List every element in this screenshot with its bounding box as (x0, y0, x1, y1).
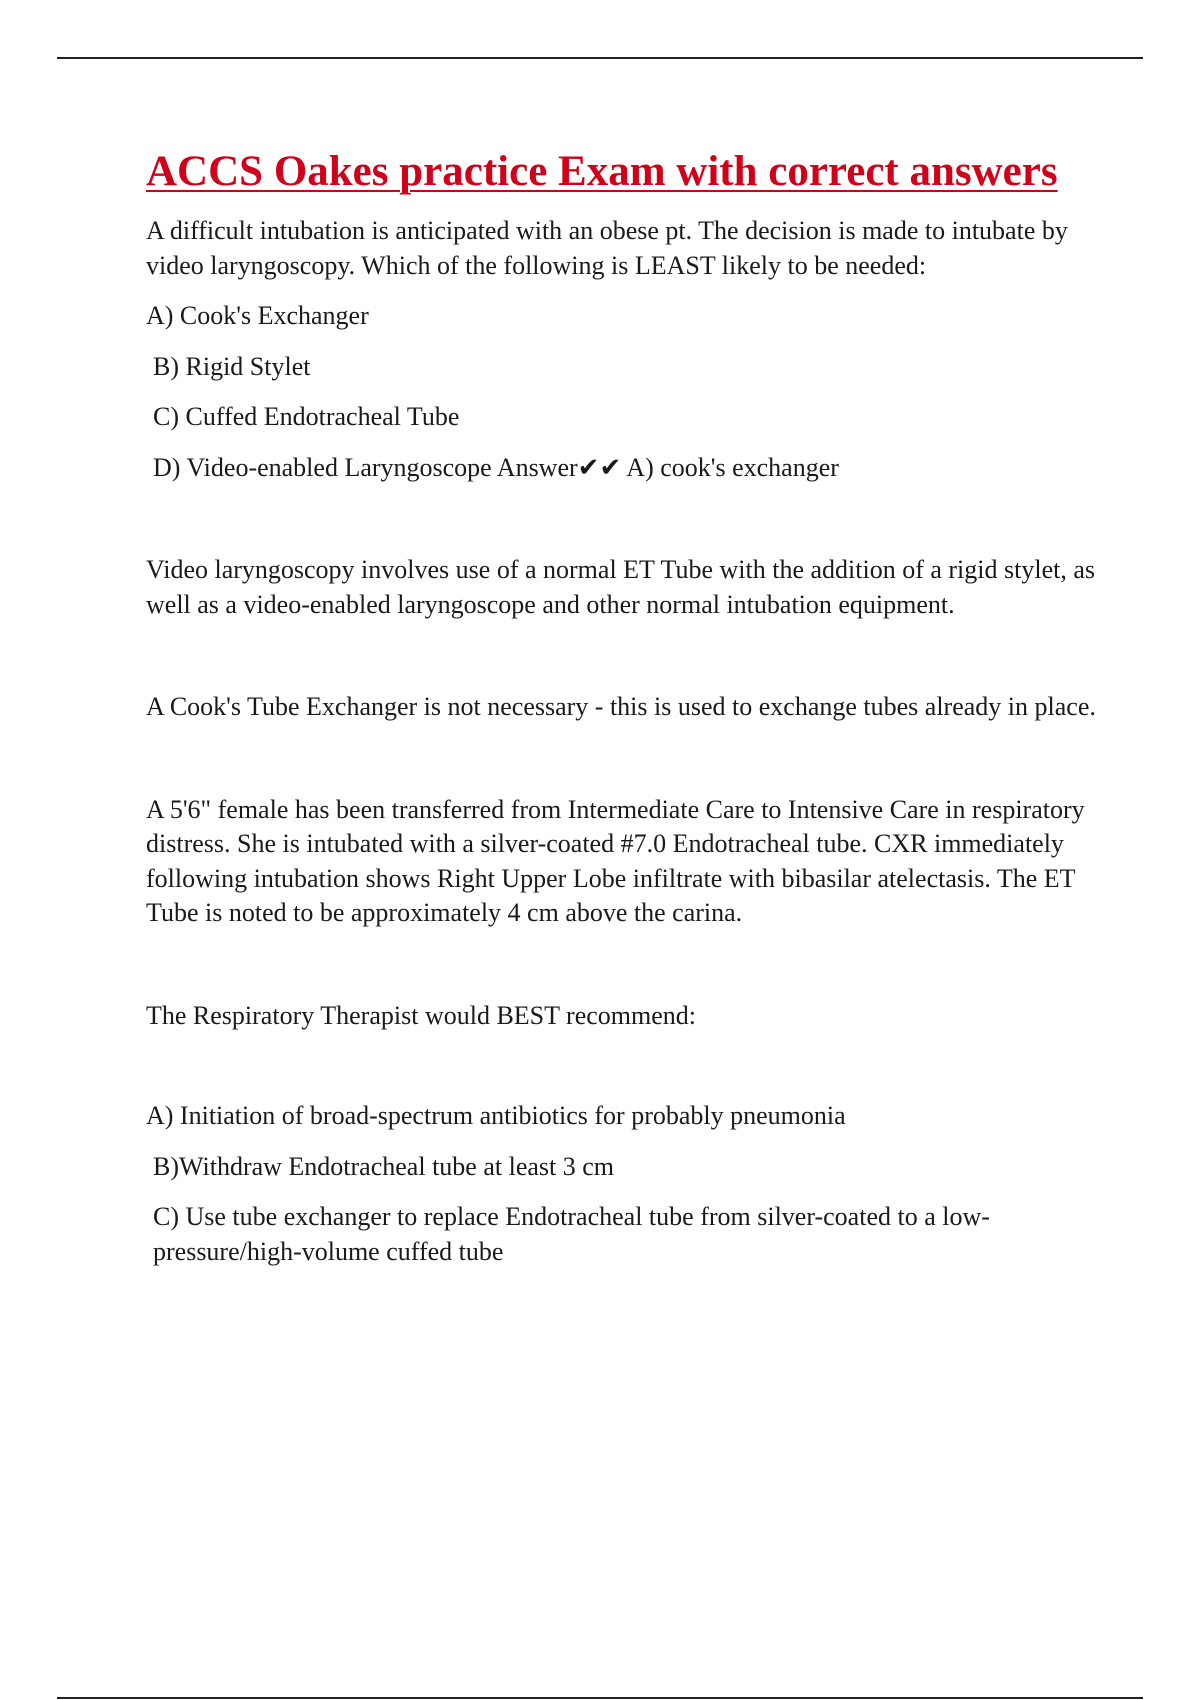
document-title: ACCS Oakes practice Exam with correct answers (146, 148, 1058, 195)
bottom-rule (57, 1697, 1143, 1699)
question-1-option-c: C) Cuffed Endotracheal Tube (153, 402, 460, 431)
question-1-explanation-1: Video laryngoscopy involves use of a normal ET Tube with the addition of a rigid stylet, as well as a video-enabled laryngoscope and other normal intubation equipment. (146, 555, 1095, 619)
question-1-option-b: B) Rigid Stylet (153, 351, 311, 381)
question-1-option-d-with-answer: D) Video-enabled Laryngoscope Answer✔✔ A) cook's exchanger (153, 452, 839, 482)
question-2-stem: A 5'6" female has been transferred from Intermediate Care to Intensive Care in respiratory distress. She is intubated with a silver-coated #7.0 Endotracheal tube. CXR immediately following intubation shows Right Upper Lobe infiltrate with bibasilar atelectasis. The ET Tube is noted to be approximately 4 cm above the carina. (146, 794, 1085, 927)
question-1-explanation-2: A Cook's Tube Exchanger is not necessary - this is used to exchange tubes already in place. (146, 692, 1096, 721)
question-1-stem: A difficult intubation is anticipated with an obese pt. The decision is made to intubate by video laryngoscopy. Which of the following is LEAST likely to be needed: (146, 216, 1068, 280)
question-2-option-a: A) Initiation of broad-spectrum antibiotics for probably pneumonia (146, 1101, 846, 1130)
question-2-option-c: C) Use tube exchanger to replace Endotracheal tube from silver-coated to a low-pressure/high-volume cuffed tube (153, 1202, 990, 1266)
document-body (146, 146, 1096, 1269)
top-rule (57, 57, 1143, 59)
question-2-prompt: The Respiratory Therapist would BEST recommend: (146, 1000, 696, 1030)
question-2-option-b: B)Withdraw Endotracheal tube at least 3 cm (153, 1151, 615, 1181)
question-1-option-a: A) Cook's Exchanger (146, 301, 369, 330)
